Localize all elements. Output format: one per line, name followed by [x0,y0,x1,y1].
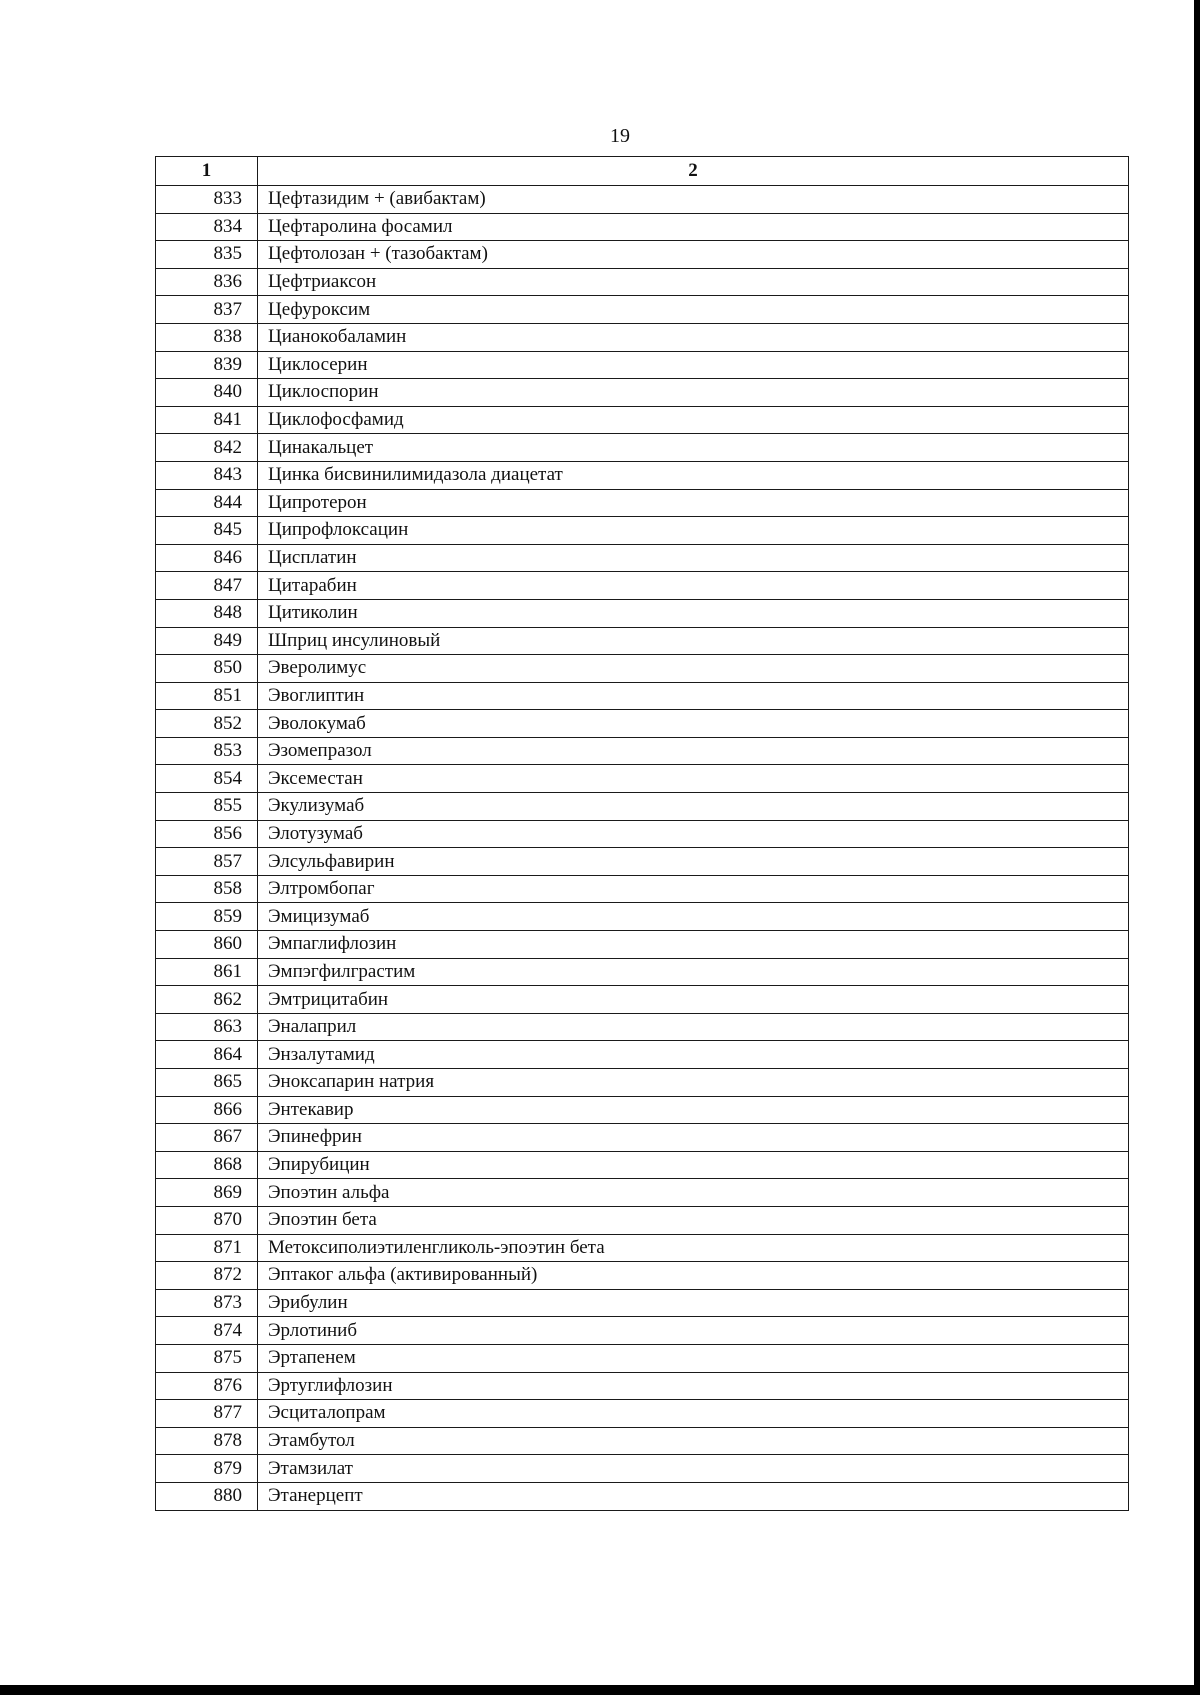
table-row [156,296,1129,324]
drug-name: Эзомепразол [258,737,1129,765]
row-number: 839 [156,351,258,379]
row-number: 864 [156,1041,258,1069]
table-row [156,958,1129,986]
row-number: 871 [156,1234,258,1262]
table-row [156,544,1129,572]
row-number: 867 [156,1124,258,1152]
drug-name: Эверолимус [258,655,1129,683]
drug-name: Цианокобаламин [258,323,1129,351]
drug-name: Эрибулин [258,1289,1129,1317]
row-number: 848 [156,599,258,627]
drug-name: Цинка бисвинилимидазола диацетат [258,461,1129,489]
row-number: 859 [156,903,258,931]
row-number: 834 [156,213,258,241]
table-row [156,1234,1129,1262]
row-number: 856 [156,820,258,848]
row-number: 872 [156,1262,258,1290]
row-number: 854 [156,765,258,793]
table-row [156,1427,1129,1455]
table-row [156,875,1129,903]
table-row [156,820,1129,848]
table-row [156,1151,1129,1179]
row-number: 878 [156,1427,258,1455]
table-row [156,793,1129,821]
row-number: 861 [156,958,258,986]
table-row [156,1400,1129,1428]
table-row [156,1262,1129,1290]
table-row [156,186,1129,214]
column-header-name: 2 [258,157,1129,186]
row-number: 845 [156,517,258,545]
table-body [156,186,1129,1511]
table-row [156,1179,1129,1207]
drug-name: Эволокумаб [258,710,1129,738]
row-number: 875 [156,1344,258,1372]
row-number: 862 [156,986,258,1014]
table-row [156,1289,1129,1317]
drug-name: Эмпаглифлозин [258,931,1129,959]
row-number: 868 [156,1151,258,1179]
drug-name: Эпирубицин [258,1151,1129,1179]
row-number: 850 [156,655,258,683]
drug-name: Цисплатин [258,544,1129,572]
row-number: 874 [156,1317,258,1345]
table-row [156,599,1129,627]
drug-name: Цефтриаксон [258,268,1129,296]
drug-name: Цефуроксим [258,296,1129,324]
row-number: 870 [156,1206,258,1234]
row-number: 844 [156,489,258,517]
row-number: 858 [156,875,258,903]
table-row [156,572,1129,600]
table-row [156,765,1129,793]
table-row [156,379,1129,407]
table-row [156,461,1129,489]
drug-name: Эмпэгфилграстим [258,958,1129,986]
table-row [156,268,1129,296]
table-row [156,489,1129,517]
row-number: 860 [156,931,258,959]
drug-name: Эмтрицитабин [258,986,1129,1014]
row-number: 843 [156,461,258,489]
row-number: 877 [156,1400,258,1428]
drug-name: Эпоэтин бета [258,1206,1129,1234]
drug-name: Цефтолозан + (тазобактам) [258,241,1129,269]
drug-name: Циклофосфамид [258,406,1129,434]
row-number: 879 [156,1455,258,1483]
table-row [156,1455,1129,1483]
drug-name: Эртуглифлозин [258,1372,1129,1400]
row-number: 852 [156,710,258,738]
drug-name: Ципротерон [258,489,1129,517]
drug-name: Энзалутамид [258,1041,1129,1069]
table-row [156,1482,1129,1510]
drug-name: Эпоэтин альфа [258,1179,1129,1207]
row-number: 833 [156,186,258,214]
drug-name: Этамзилат [258,1455,1129,1483]
drug-name: Элотузумаб [258,820,1129,848]
drug-name: Эсциталопрам [258,1400,1129,1428]
row-number: 837 [156,296,258,324]
row-number: 842 [156,434,258,462]
drug-name: Циклосерин [258,351,1129,379]
row-number: 869 [156,1179,258,1207]
table-row [156,1124,1129,1152]
row-number: 880 [156,1482,258,1510]
row-number: 863 [156,1013,258,1041]
row-number: 857 [156,848,258,876]
row-number: 866 [156,1096,258,1124]
scan-edge-bottom [0,1685,1200,1695]
drug-name: Эмицизумаб [258,903,1129,931]
table-row [156,351,1129,379]
row-number: 849 [156,627,258,655]
table-row [156,1096,1129,1124]
drug-name: Элсульфавирин [258,848,1129,876]
drug-name: Эртапенем [258,1344,1129,1372]
row-number: 865 [156,1069,258,1097]
drug-name: Цефтазидим + (авибактам) [258,186,1129,214]
drug-name: Эксеместан [258,765,1129,793]
drug-name: Этамбутол [258,1427,1129,1455]
row-number: 841 [156,406,258,434]
row-number: 851 [156,682,258,710]
drug-name: Метоксиполиэтиленгликоль-эпоэтин бета [258,1234,1129,1262]
table-row [156,848,1129,876]
row-number: 876 [156,1372,258,1400]
row-number: 840 [156,379,258,407]
table-row [156,1317,1129,1345]
drug-name: Элтромбопаг [258,875,1129,903]
table-row [156,710,1129,738]
table-row [156,1041,1129,1069]
drug-name: Экулизумаб [258,793,1129,821]
table-row [156,241,1129,269]
drug-name: Циклоспорин [258,379,1129,407]
row-number: 853 [156,737,258,765]
table-row [156,986,1129,1014]
table-row [156,627,1129,655]
row-number: 835 [156,241,258,269]
drug-table [155,156,1129,1511]
table-row [156,903,1129,931]
table-row [156,323,1129,351]
row-number: 836 [156,268,258,296]
drug-name: Эпинефрин [258,1124,1129,1152]
table-row [156,1344,1129,1372]
row-number: 846 [156,544,258,572]
table-row [156,517,1129,545]
drug-name: Энтекавир [258,1096,1129,1124]
drug-name: Этанерцепт [258,1482,1129,1510]
table-row [156,406,1129,434]
table-row [156,682,1129,710]
table-row [156,1372,1129,1400]
drug-name: Эрлотиниб [258,1317,1129,1345]
drug-name: Ципрофлоксацин [258,517,1129,545]
table-row [156,737,1129,765]
table-row [156,213,1129,241]
drug-name: Цинакальцет [258,434,1129,462]
drug-name: Эптаког альфа (активированный) [258,1262,1129,1290]
table-row [156,1069,1129,1097]
table-header-row [156,157,1129,186]
scan-edge-right [1194,0,1200,1695]
row-number: 847 [156,572,258,600]
drug-name: Цитиколин [258,599,1129,627]
page-number: 19 [610,125,630,147]
row-number: 873 [156,1289,258,1317]
row-number: 838 [156,323,258,351]
drug-name: Эвоглиптин [258,682,1129,710]
drug-name: Эноксапарин натрия [258,1069,1129,1097]
table-row [156,655,1129,683]
drug-name: Эналаприл [258,1013,1129,1041]
table-row [156,1013,1129,1041]
table-row [156,434,1129,462]
table-row [156,1206,1129,1234]
table-row [156,931,1129,959]
drug-name: Шприц инсулиновый [258,627,1129,655]
column-header-number: 1 [156,157,258,186]
drug-name: Цефтаролина фосамил [258,213,1129,241]
drug-name: Цитарабин [258,572,1129,600]
row-number: 855 [156,793,258,821]
